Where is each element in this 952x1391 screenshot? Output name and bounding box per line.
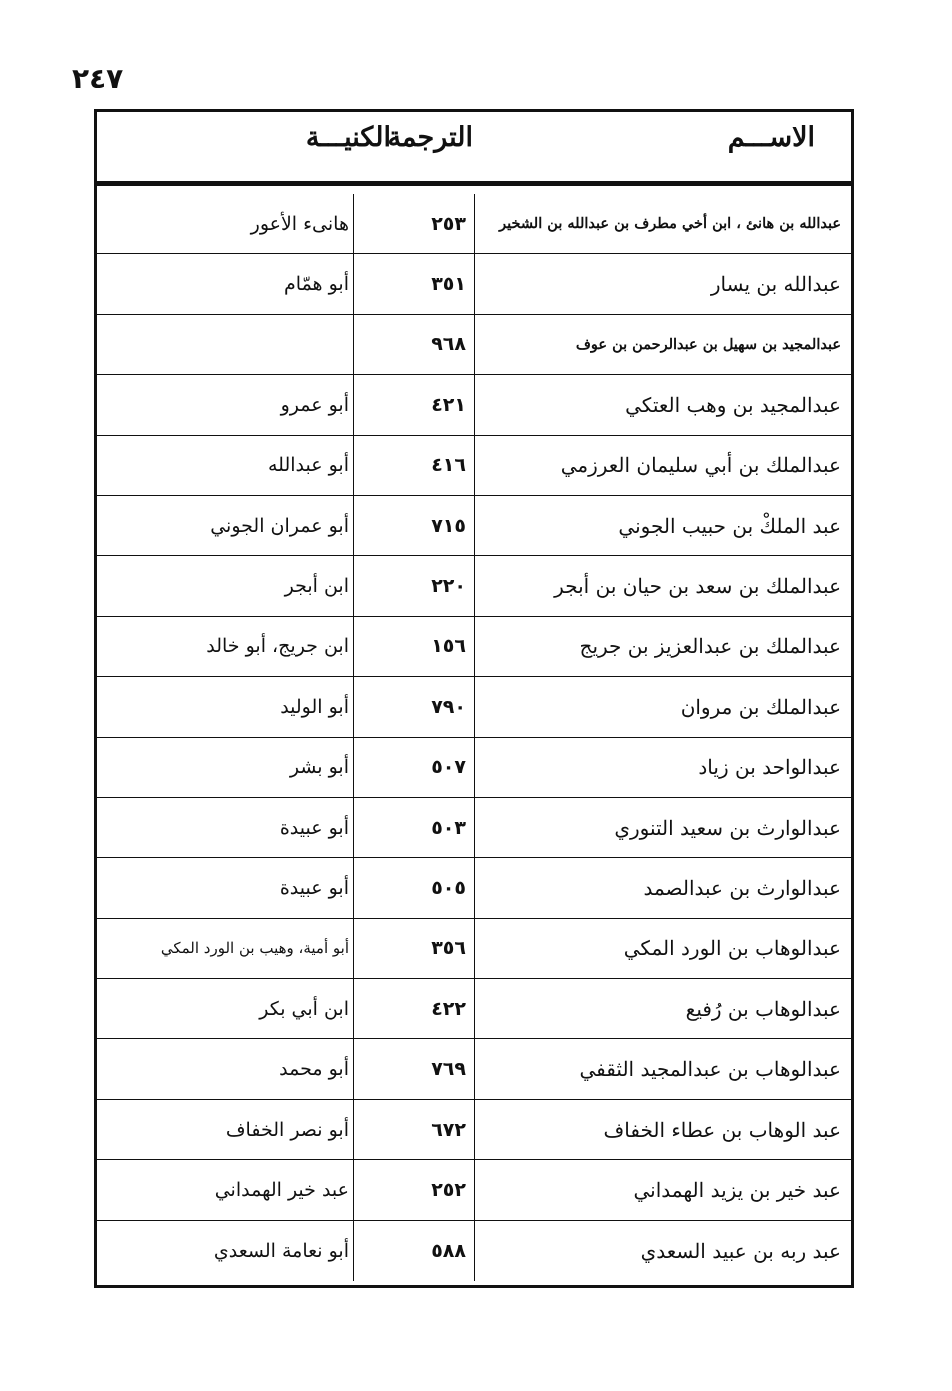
kunya-cell [97,315,354,374]
name-cell: عبدالله بن هانئ ، ابن أخي مطرف بن عبدالله بن الشخير [499,215,841,233]
kunya-cell: أبو محمد [97,1039,354,1098]
table-row [97,556,851,616]
name-cell: عبدالملك بن سعد بن حيان بن أبجر [554,574,841,599]
kunya-cell: أبو بشر [97,738,354,797]
kunya-cell: أبو عبيدة [97,858,354,917]
table-row [97,617,851,677]
tarjama-number-cell: ٧٦٩ [354,1039,475,1098]
tarjama-number-cell: ٧٩٠ [354,677,475,736]
tarjama-number-cell: ٢٥٣ [354,194,475,253]
name-cell: عبد الوهاب بن عطاء الخفاف [603,1117,841,1142]
tarjama-number-cell: ٩٦٨ [354,315,475,374]
name-cell: عبدالوارث بن سعيد التنوري [614,815,841,840]
name-cell: عبدالمجيد بن سهيل بن عبدالرحمن بن عوف [575,335,841,353]
kunya-cell: ابن أبي بكر [97,979,354,1038]
table-row [97,798,851,858]
page-number: ٢٤٧ [72,62,124,95]
kunya-cell: أبو الوليد [97,677,354,736]
kunya-cell: أبو همّام [97,254,354,313]
table-row [97,858,851,918]
kunya-cell: أبو نصر الخفاف [97,1100,354,1159]
table-row [97,677,851,737]
kunya-cell: أبو عمرو [97,375,354,434]
tarjama-number-cell: ٥٠٥ [354,858,475,917]
tarjama-number-cell: ٤٢١ [354,375,475,434]
table-row [97,375,851,435]
name-cell: عبدالوهاب بن عبدالمجيد الثقفي [579,1057,841,1082]
name-cell: عبدالوهاب بن الورد المكي [623,936,841,961]
table-row [97,979,851,1039]
tarjama-number-cell: ٣٥١ [354,254,475,313]
table-row [97,1221,851,1281]
header-kunya: الكنيـــة [305,122,391,153]
name-cell: عبدالواحد بن زياد [698,755,841,780]
tarjama-number-cell: ٣٥٦ [354,919,475,978]
tarjama-number-cell: ٤١٦ [354,436,475,495]
tarjama-number-cell: ٤٢٢ [354,979,475,1038]
table-row [97,1100,851,1160]
name-cell: عبد ربه بن عبيد السعدي [640,1238,841,1263]
tarjama-number-cell: ٢٥٢ [354,1160,475,1219]
table-row [97,315,851,375]
header-name: الاســـم [727,122,815,153]
table-row [97,1160,851,1220]
table-header [97,112,851,186]
name-cell: عبد خير بن يزيد الهمداني [633,1177,841,1202]
kunya-cell: أبو عمران الجوني [97,496,354,555]
name-cell: عبدالمجيد بن وهب العتكي [625,392,841,417]
kunya-cell: هانىء الأعور [97,194,354,253]
tarjama-number-cell: ٧١٥ [354,496,475,555]
tarjama-number-cell: ٢٢٠ [354,556,475,615]
kunya-cell: عبد خير الهمداني [97,1160,354,1219]
table-row [97,254,851,314]
name-cell: عبدالله بن يسار [710,272,841,297]
table-row [97,738,851,798]
table-body [97,194,851,1281]
kunya-cell: أبو أمية، وهيب بن الورد المكي [97,919,354,978]
table-row [97,496,851,556]
name-cell: عبدالوارث بن عبدالصمد [643,875,841,900]
name-cell: عبدالملك بن مروان [680,694,841,719]
kunya-cell: أبو نعامة السعدي [97,1221,354,1281]
table-row [97,194,851,254]
kunya-cell: ابن جريج، أبو خالد [97,617,354,676]
table-row [97,1039,851,1099]
kunya-cell: أبو عبيدة [97,798,354,857]
name-cell: عبدالملك بن عبدالعزيز بن جريج [579,634,841,659]
table-row [97,919,851,979]
tarjama-number-cell: ١٥٦ [354,617,475,676]
tarjama-number-cell: ٥٠٧ [354,738,475,797]
index-table [94,109,854,1288]
tarjama-number-cell: ٥٨٨ [354,1221,475,1281]
tarjama-number-cell: ٦٧٢ [354,1100,475,1159]
header-tarjama: الترجمة [387,122,473,153]
kunya-cell: ابن أبجر [97,556,354,615]
name-cell: عبدالوهاب بن رُفيع [685,996,841,1021]
name-cell: عبدالملك بن أبي سليمان العرزمي [560,453,841,478]
table-row [97,436,851,496]
kunya-cell: أبو عبدالله [97,436,354,495]
tarjama-number-cell: ٥٠٣ [354,798,475,857]
name-cell: عبد الملكْ بن حبيب الجوني [618,513,841,538]
